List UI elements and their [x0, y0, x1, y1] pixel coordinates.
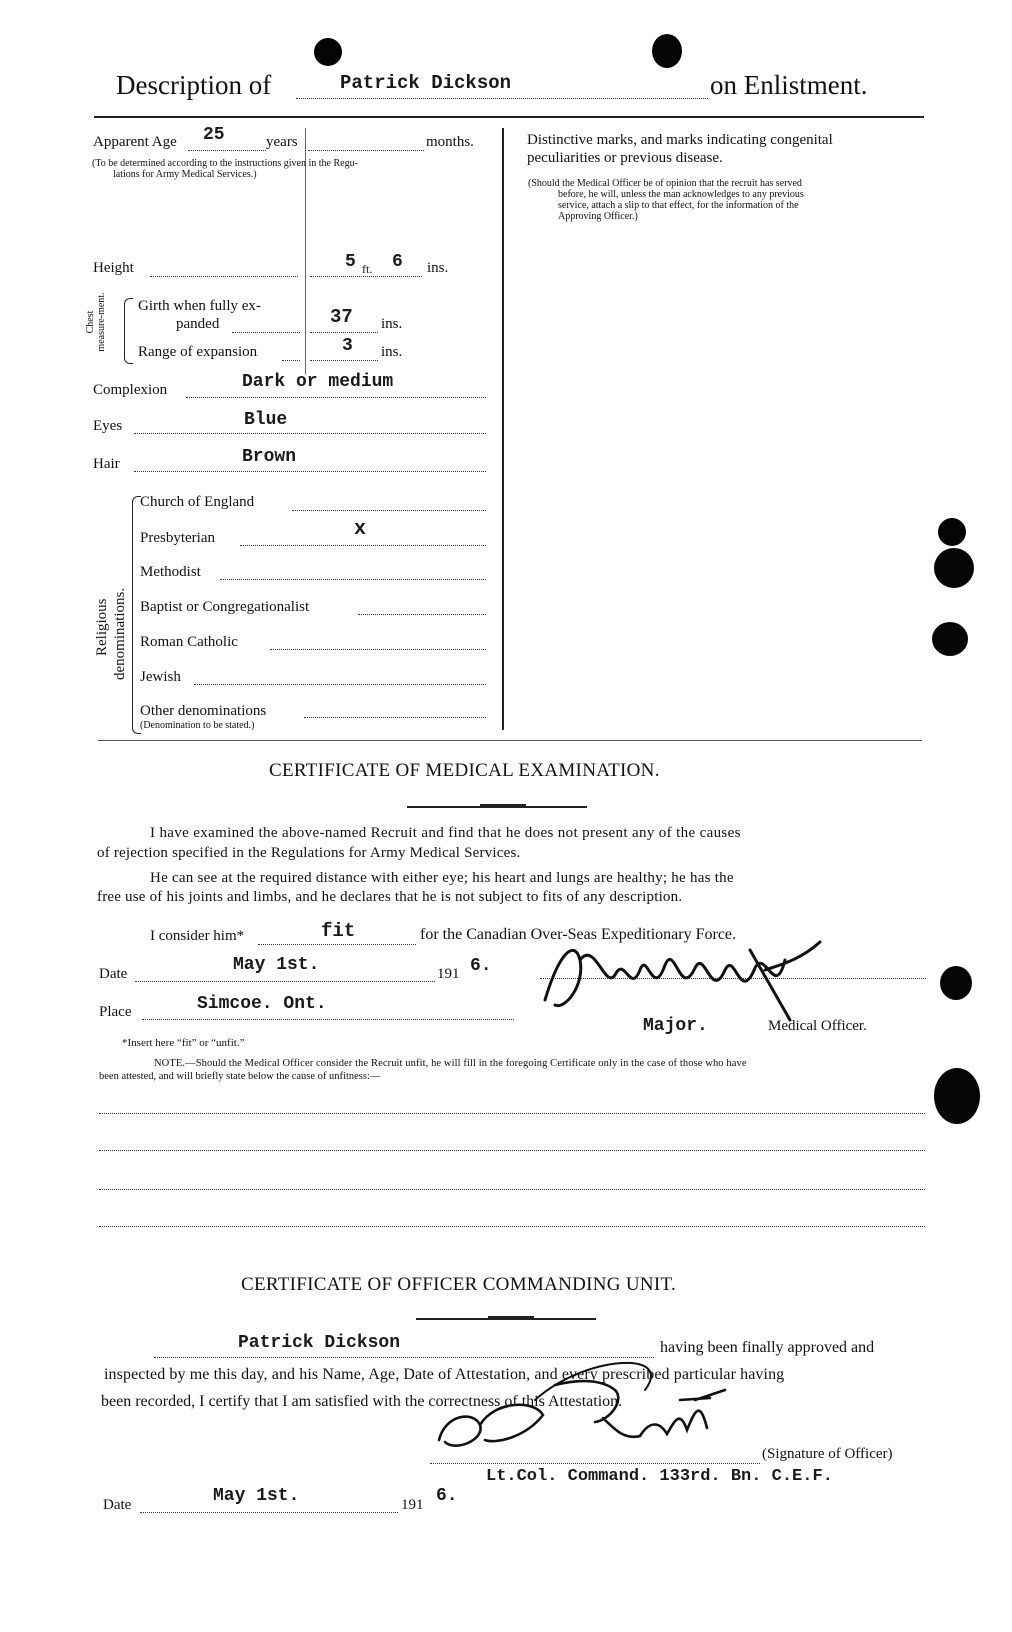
punch-hole-blot: [940, 966, 972, 1000]
marks-note-4: Approving Officer.): [558, 211, 638, 222]
unfitness-line: [99, 1150, 925, 1151]
commanding-line3: been recorded, I certify that I am satisfied with the correctness of this Attestation.: [101, 1393, 623, 1410]
age-note-1: (To be determined according to the instructions given in the Regu-: [92, 158, 358, 169]
medical-title: CERTIFICATE OF MEDICAL EXAMINATION.: [269, 760, 660, 781]
commanding-year-prefix: 191: [401, 1497, 424, 1513]
complexion-value: Dark or medium: [242, 372, 394, 392]
complexion-label: Complexion: [93, 382, 168, 398]
height-label: Height: [93, 260, 134, 276]
header-prefix: Description of: [116, 70, 272, 100]
marks-note-3: service, attach a slip to that effect, for the information of the: [558, 200, 799, 211]
medical-para1-line2: of rejection specified in the Regulations for Army Medical Services.: [97, 845, 521, 861]
punch-hole-blot: [938, 518, 966, 546]
consider-suffix: for the Canadian Over-Seas Expeditionary Force.: [420, 926, 737, 943]
range-label: Range of expansion: [138, 344, 258, 360]
medical-para2-line1: He can see at the required distance with either eye; his heart and lungs are healthy; he has the: [150, 870, 734, 886]
religion-baptist: Baptist or Congregationalist: [140, 599, 310, 615]
signature-label: (Signature of Officer): [762, 1446, 893, 1462]
place-label: Place: [99, 1004, 132, 1020]
girth-value: 37: [330, 306, 353, 328]
commanding-line2: inspected by me this day, and his Name, Age, Date of Attestation, and every prescribed particular having: [104, 1366, 785, 1383]
header-suffix: on Enlistment.: [710, 70, 868, 100]
age-note-2: lations for Army Medical Services.): [113, 169, 257, 180]
unfitness-line: [99, 1113, 925, 1114]
punch-hole-blot: [932, 622, 968, 656]
column-divider: [502, 128, 504, 730]
marks-note-1: (Should the Medical Officer be of opinion that the recruit has served: [528, 178, 802, 189]
insert-note: *Insert here “fit” or “unfit.”: [122, 1037, 245, 1049]
girth-label-2: panded: [176, 316, 220, 332]
religion-label-1: Religious: [94, 598, 110, 656]
punch-hole-blot: [934, 1068, 980, 1124]
commanding-title-rule-thick: [488, 1316, 534, 1320]
ft-label: ft.: [362, 262, 373, 276]
religion-church-of-england: Church of England: [140, 494, 255, 510]
commanding-date-value: May 1st.: [213, 1486, 300, 1506]
medical-officer-rank: Major.: [643, 1016, 708, 1036]
hair-value: Brown: [242, 447, 297, 467]
eyes-value: Blue: [244, 410, 288, 430]
height-in-value: 6: [392, 252, 403, 272]
header-name-line: [296, 98, 708, 99]
note-line-1: NOTE.—Should the Medical Officer consider the Recruit unfit, he will fill in the foregoing Certificate only in the case of those who have: [154, 1058, 747, 1069]
height-ft-value: 5: [345, 252, 356, 272]
marks-title-1: Distinctive marks, and marks indicating congenital: [527, 132, 833, 148]
girth-ins-label: ins.: [381, 316, 403, 332]
medical-officer-title: Medical Officer.: [768, 1018, 867, 1034]
medical-para2-line2: free use of his joints and limbs, and he declares that he is not subject to fits of any description.: [97, 889, 683, 905]
commanding-rank-value: Lt.Col. Command. 133rd. Bn. C.E.F.: [486, 1467, 833, 1486]
commanding-line1-suffix: having been finally approved and: [660, 1339, 875, 1356]
section-rule: [98, 740, 922, 741]
unfitness-line: [99, 1189, 925, 1190]
note-line-2: been attested, and will briefly state below the cause of unfitness:—: [99, 1071, 381, 1082]
punch-hole-blot: [934, 548, 974, 588]
punch-hole-blot: [652, 34, 682, 68]
consider-value: fit: [321, 920, 356, 942]
medical-para1-line1: I have examined the above-named Recruit and find that he does not present any of the causes: [150, 825, 741, 841]
medical-year-prefix: 191: [437, 966, 460, 982]
medical-year-digit: 6.: [470, 956, 492, 976]
medical-date-value: May 1st.: [233, 955, 320, 975]
commanding-name-value: Patrick Dickson: [238, 1333, 401, 1353]
girth-label-1: Girth when fully ex-: [138, 298, 261, 314]
religion-presbyterian: Presbyterian: [140, 530, 215, 546]
age-value: 25: [203, 125, 225, 145]
age-label: Apparent Age: [93, 134, 177, 150]
chest-label: Chest measure-ment.: [85, 292, 107, 352]
months-label: months.: [426, 134, 474, 150]
marks-note-2: before, he will, unless the man acknowledges to any previous: [558, 189, 804, 200]
range-value: 3: [342, 336, 353, 356]
punch-hole-blot: [314, 38, 342, 66]
commanding-year-digit: 6.: [436, 1486, 458, 1506]
hair-label: Hair: [93, 456, 120, 472]
unfitness-line: [99, 1226, 925, 1227]
range-ins-label: ins.: [381, 344, 403, 360]
height-ins-label: ins.: [427, 260, 449, 276]
commanding-date-label: Date: [103, 1497, 132, 1513]
religion-other: Other denominations: [140, 703, 267, 719]
medical-officer-signature: [535, 930, 835, 1030]
commanding-title: CERTIFICATE OF OFFICER COMMANDING UNIT.: [241, 1274, 677, 1295]
religion-methodist: Methodist: [140, 564, 201, 580]
years-label: years: [266, 134, 298, 150]
marks-title-2: peculiarities or previous disease.: [527, 150, 723, 166]
religion-roman-catholic: Roman Catholic: [140, 634, 238, 650]
religion-jewish: Jewish: [140, 669, 181, 685]
eyes-label: Eyes: [93, 418, 123, 434]
religion-label-2: denominations.: [112, 587, 128, 680]
consider-label: I consider him*: [150, 928, 245, 944]
religion-other-note: (Denomination to be stated.): [140, 720, 255, 731]
religion-presbyterian-mark: x: [354, 518, 367, 541]
medical-title-rule-thick: [480, 804, 526, 808]
header-rule: [94, 116, 924, 118]
chest-brace: [124, 298, 133, 364]
commanding-officer-signature: [425, 1360, 755, 1470]
place-value: Simcoe. Ont.: [197, 994, 327, 1014]
header-name: Patrick Dickson: [340, 72, 512, 94]
medical-date-label: Date: [99, 966, 128, 982]
